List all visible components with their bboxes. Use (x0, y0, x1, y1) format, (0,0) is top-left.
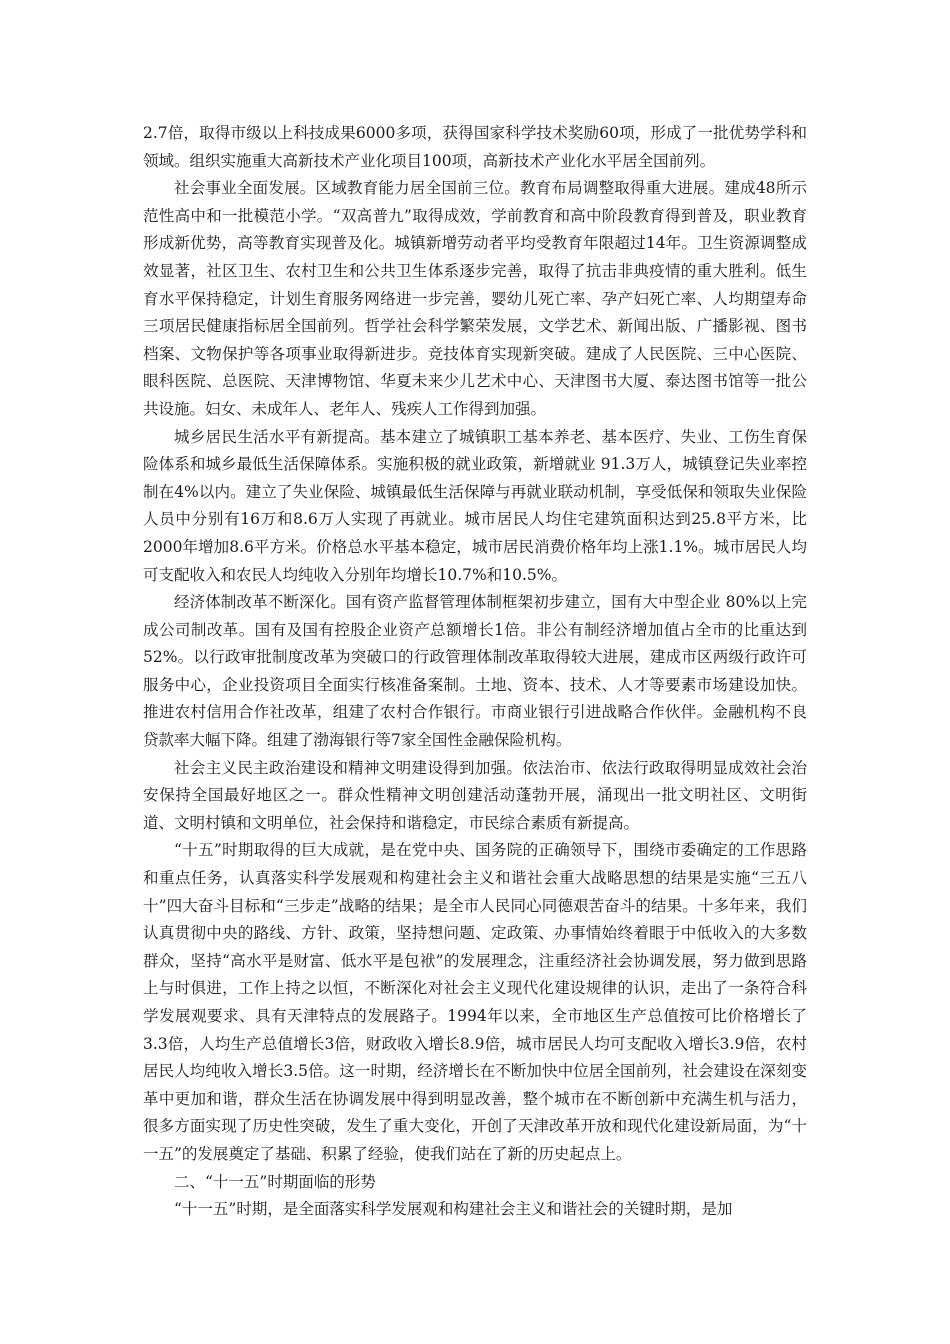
paragraph-social-development: 社会事业全面发展。区域教育能力居全国前三位。教育布局调整取得重大进展。建成48所示范性高中和一批模范小学。“双高普九”取得成效，学前教育和高中阶段教育得到普及，职业教育形成新优势，高等教育实现普及化。城镇新增劳动者平均受教育年限超过14年。卫生资源调整成效显著，社区卫生、农村卫生和公共卫生体系逐步完善，取得了抗击非典疫情的重大胜利。低生育水平保持稳定，计划生育服务网络进一步完善，婴幼儿死亡率、孕产妇死亡率、人均期望寿命三项居民健康指标居全国前列。哲学社会科学繁荣发展，文学艺术、新闻出版、广播影视、图书档案、文物保护等各项事业取得新进步。竞技体育实现新突破。建成了人民医院、三中心医院、眼科医院、总医院、天津博物馆、华夏未来少儿艺术中心、天津图书大厦、泰达图书馆等一批公共设施。妇女、未成年人、老年人、残疾人工作得到加强。 (143, 179, 807, 418)
paragraph-eleventh-five-year-intro: “十一五”时期，是全面落实科学发展观和构建社会主义和谐社会的关键时期，是加 (174, 1200, 733, 1219)
paragraph-living-standards: 城乡居民生活水平有新提高。基本建立了城镇职工基本养老、基本医疗、失业、工伤生育保险体系和城乡最低生活保障体系。实施积极的就业政策，新增就业 91.3万人，城镇登记失业率控制在4%以内。建立了失业保险、城镇最低生活保障与再就业联动机制，享受低保和领取失业保险人员中分别有16万和8.6万人实现了再就业。城市居民人均住宅建筑面积达到25.8平方米，比2000年增加8.6平方米。价格总水平基本稳定，城市居民消费价格年均上涨1.1%。城市居民人均可支配收入和农民人均纯收入分别年均增长10.7%和10.5%。 (143, 427, 807, 584)
paragraph-science-tech: 2.7倍，取得市级以上科技成果6000多项，获得国家科学技术奖励60项，形成了一批优势学科和领域。组织实施重大高新技术产业化项目100项，高新技术产业化水平居全国前列。 (143, 124, 807, 170)
section-heading: 二、“十一五”时期面临的形势 (174, 1172, 376, 1191)
document-page (143, 120, 807, 1224)
paragraph-tenth-five-year-summary: “十五”时期取得的巨大成就，是在党中央、国务院的正确领导下，围绕市委确定的工作思路和重点任务，认真落实科学发展观和构建社会主义和谐社会重大战略思想的结果是实施“三五八十”四大奋斗目标和“三步走”战略的结果；是全市人民同心同德艰苦奋斗的结果。十多年来，我们认真贯彻中央的路线、方针、政策，坚持想问题、定政策、办事情始终着眼于中低收入的大多数群众，坚持“高水平是财富、低水平是包袱”的发展理念，注重经济社会协调发展，努力做到思路上与时俱进，工作上持之以恒，不断深化对社会主义现代化建设规律的认识，走出了一条符合科学发展观要求、具有天津特点的发展路子。1994年以来，全市地区生产总值按可比价格增长了3.3倍，人均生产总值增长3倍，财政收入增长8.9倍，城市居民人均可支配收入增长3.9倍，农村居民人均纯收入增长3.5倍。这一时期，经济增长在不断加快中位居全国前列，社会建设在深刻变革中更加和谐，群众生活在协调发展中得到明显改善，整个城市在不断创新中充满生机与活力，很多方面实现了历史性突破，发生了重大变化，开创了天津改革开放和现代化建设新局面，为“十一五”的发展奠定了基础、积累了经验，使我们站在了新的历史起点上。 (143, 841, 807, 1163)
paragraph-economic-reform: 经济体制改革不断深化。国有资产监督管理体制框架初步建立，国有大中型企业 80%以上完成公司制改革。国有及国有控股企业资产总额增长1倍。非公有制经济增加值占全市的比重达到52%。以行政审批制度改革为突破口的行政管理体制改革取得较大进展，建成市区两级行政许可服务中心，企业投资项目全面实行核准备案制。土地、资本、技术、人才等要素市场建设加快。推进农村信用合作社改革，组建了农村合作银行。市商业银行引进战略合作伙伴。金融机构不良贷款率大幅下降。组建了渤海银行等7家全国性金融保险机构。 (143, 593, 807, 750)
paragraph-democracy-civilization: 社会主义民主政治建设和精神文明建设得到加强。依法治市、依法行政取得明显成效社会治安保持全国最好地区之一。群众性精神文明创建活动蓬勃开展，涌现出一批文明社区、文明街道、文明村镇和文明单位，社会保持和谐稳定，市民综合素质有新提高。 (143, 758, 807, 832)
